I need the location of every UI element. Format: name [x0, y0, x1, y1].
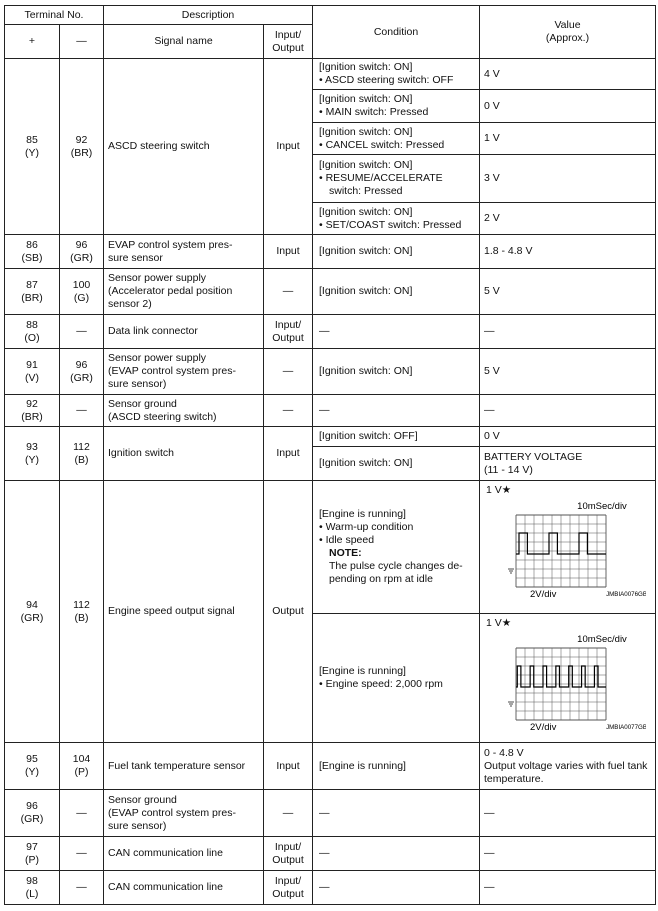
- condition-head: [Ignition switch: ON]: [319, 205, 413, 218]
- condition: [313, 614, 480, 743]
- condition-bullet: • SET/COAST switch: Pressed: [319, 218, 462, 231]
- condition: —: [313, 395, 480, 427]
- value-header: Value (Approx.): [480, 6, 656, 59]
- input-output-header: Input/ Output: [264, 25, 313, 59]
- figure-code: JMBIA0077GB: [606, 724, 646, 731]
- signal-name: Fuel tank temperature sensor: [104, 743, 264, 790]
- condition-bullet: • ASCD steering switch: OFF: [319, 74, 454, 86]
- terminal-minus: 96 (GR): [60, 349, 104, 395]
- terminal-minus: 96 (GR): [60, 235, 104, 269]
- volt-div-label: 2V/div: [530, 589, 557, 600]
- signal-name: Sensor power supply (EVAP control system pres- sure sensor): [104, 349, 264, 395]
- terminal-plus: 92 (BR): [5, 395, 60, 427]
- terminal-minus: —: [60, 837, 104, 871]
- condition: [Ignition switch: ON]: [313, 235, 480, 269]
- table-row: [5, 269, 656, 315]
- condition: —: [313, 315, 480, 349]
- signal-name-header: Signal name: [104, 25, 264, 59]
- condition-bullet: • MAIN switch: Pressed: [319, 106, 429, 118]
- signal-name: Sensor ground (EVAP control system pres- sure sensor): [104, 790, 264, 837]
- condition: [Engine is running]: [313, 743, 480, 790]
- terminal-minus: 112 (B): [60, 427, 104, 481]
- value: 1.8 - 4.8 V: [480, 235, 656, 269]
- value: 5 V: [480, 269, 656, 315]
- oscilloscope-waveform: [486, 632, 646, 736]
- condition-head: [Ignition switch: ON]: [319, 93, 413, 105]
- note-label: NOTE:: [329, 547, 362, 559]
- note-text: The pulse cycle changes de- pending on rpm at idle: [329, 560, 463, 585]
- condition: [Ignition switch: ON]: [313, 349, 480, 395]
- condition: —: [313, 871, 480, 905]
- condition: [313, 155, 480, 203]
- condition: [313, 481, 480, 614]
- condition-head: [Ignition switch: ON]: [319, 61, 413, 73]
- figure-code: JMBIA0076GB: [606, 591, 646, 598]
- condition: [313, 90, 480, 123]
- condition-head: [Engine is running]: [319, 508, 406, 520]
- table-row: [5, 481, 656, 614]
- signal-name: Ignition switch: [104, 427, 264, 481]
- terminal-plus: 96 (GR): [5, 790, 60, 837]
- terminal-minus: 92 (BR): [60, 59, 104, 235]
- table-row: [5, 790, 656, 837]
- terminal-minus: 100 (G): [60, 269, 104, 315]
- terminal-minus: —: [60, 790, 104, 837]
- input-output: Input/ Output: [264, 871, 313, 905]
- value-label: 1 V★: [486, 617, 512, 629]
- terminal-plus: 88 (O): [5, 315, 60, 349]
- minus-header: —: [60, 25, 104, 59]
- terminal-spec-table: [4, 5, 656, 905]
- value: BATTERY VOLTAGE (11 - 14 V): [480, 447, 656, 481]
- signal-name: ASCD steering switch: [104, 59, 264, 235]
- input-output: Input/ Output: [264, 315, 313, 349]
- condition-bullet: • RESUME/ACCELERATE switch: Pressed: [319, 172, 443, 197]
- terminal-minus: 112 (B): [60, 481, 104, 743]
- terminal-minus: —: [60, 871, 104, 905]
- terminal-minus: —: [60, 315, 104, 349]
- plus-header: +: [5, 25, 60, 59]
- terminal-plus: 91 (V): [5, 349, 60, 395]
- value: 0 - 4.8 V Output voltage varies with fuel tank temperature.: [480, 743, 656, 790]
- terminal-minus: 104 (P): [60, 743, 104, 790]
- terminal-plus: 93 (Y): [5, 427, 60, 481]
- condition: [Ignition switch: ON]: [313, 269, 480, 315]
- condition: —: [313, 790, 480, 837]
- signal-name: Engine speed output signal: [104, 481, 264, 743]
- value: 2 V: [480, 203, 656, 235]
- signal-name: CAN communication line: [104, 837, 264, 871]
- time-div-label: 10mSec/div: [577, 501, 627, 512]
- signal-name: Data link connector: [104, 315, 264, 349]
- terminal-plus: 87 (BR): [5, 269, 60, 315]
- ground-marker-icon: [508, 702, 514, 706]
- condition-bullet: • Warm-up condition: [319, 521, 414, 533]
- oscilloscope-waveform: [486, 499, 646, 607]
- input-output: Output: [264, 481, 313, 743]
- condition-head: [Engine is running]: [319, 665, 406, 677]
- description-header: Description: [104, 6, 313, 25]
- input-output: Input: [264, 235, 313, 269]
- value: 0 V: [480, 90, 656, 123]
- terminal-plus: 85 (Y): [5, 59, 60, 235]
- table-row: [5, 315, 656, 349]
- condition: [313, 59, 480, 90]
- table-row: [5, 743, 656, 790]
- table-row: [5, 871, 656, 905]
- value: 3 V: [480, 155, 656, 203]
- input-output: Input: [264, 59, 313, 235]
- table-row: [5, 395, 656, 427]
- condition-header: Condition: [313, 6, 480, 59]
- condition: [Ignition switch: OFF]: [313, 427, 480, 447]
- terminal-plus: 94 (GR): [5, 481, 60, 743]
- terminal-plus: 97 (P): [5, 837, 60, 871]
- time-div-label: 10mSec/div: [577, 634, 627, 645]
- condition-bullet: • CANCEL switch: Pressed: [319, 138, 445, 151]
- terminal-plus: 98 (L): [5, 871, 60, 905]
- input-output: Input: [264, 427, 313, 481]
- value: 5 V: [480, 349, 656, 395]
- condition-bullet: • Engine speed: 2,000 rpm: [319, 678, 443, 690]
- input-output: Input: [264, 743, 313, 790]
- condition: [313, 123, 480, 155]
- value: 1 V: [480, 123, 656, 155]
- terminal-plus: 95 (Y): [5, 743, 60, 790]
- value: [480, 614, 656, 743]
- signal-name: Sensor power supply (Accelerator pedal position sensor 2): [104, 269, 264, 315]
- table-row: [5, 349, 656, 395]
- value: —: [480, 315, 656, 349]
- value: —: [480, 837, 656, 871]
- table-row: [5, 427, 656, 447]
- signal-name: CAN communication line: [104, 871, 264, 905]
- condition: [Ignition switch: ON]: [313, 447, 480, 481]
- terminal-plus: 86 (SB): [5, 235, 60, 269]
- terminal-no-header: Terminal No.: [5, 6, 104, 25]
- signal-name: EVAP control system pres- sure sensor: [104, 235, 264, 269]
- table-row: [5, 235, 656, 269]
- value: [480, 481, 656, 614]
- ground-marker-icon: [508, 569, 514, 573]
- value-label: 1 V★: [486, 484, 512, 496]
- condition-bullet: • Idle speed: [319, 534, 375, 546]
- input-output: —: [264, 790, 313, 837]
- table-row: [5, 59, 656, 90]
- value: 4 V: [480, 59, 656, 90]
- terminal-minus: —: [60, 395, 104, 427]
- condition: [313, 203, 480, 235]
- input-output: —: [264, 349, 313, 395]
- table-row: [5, 837, 656, 871]
- condition-head: [Ignition switch: ON]: [319, 125, 413, 138]
- value: —: [480, 790, 656, 837]
- signal-name: Sensor ground (ASCD steering switch): [104, 395, 264, 427]
- condition: —: [313, 837, 480, 871]
- value: —: [480, 871, 656, 905]
- volt-div-label: 2V/div: [530, 722, 557, 733]
- condition-head: [Ignition switch: ON]: [319, 159, 413, 171]
- value: —: [480, 395, 656, 427]
- input-output: —: [264, 269, 313, 315]
- input-output: Input/ Output: [264, 837, 313, 871]
- input-output: —: [264, 395, 313, 427]
- value: 0 V: [480, 427, 656, 447]
